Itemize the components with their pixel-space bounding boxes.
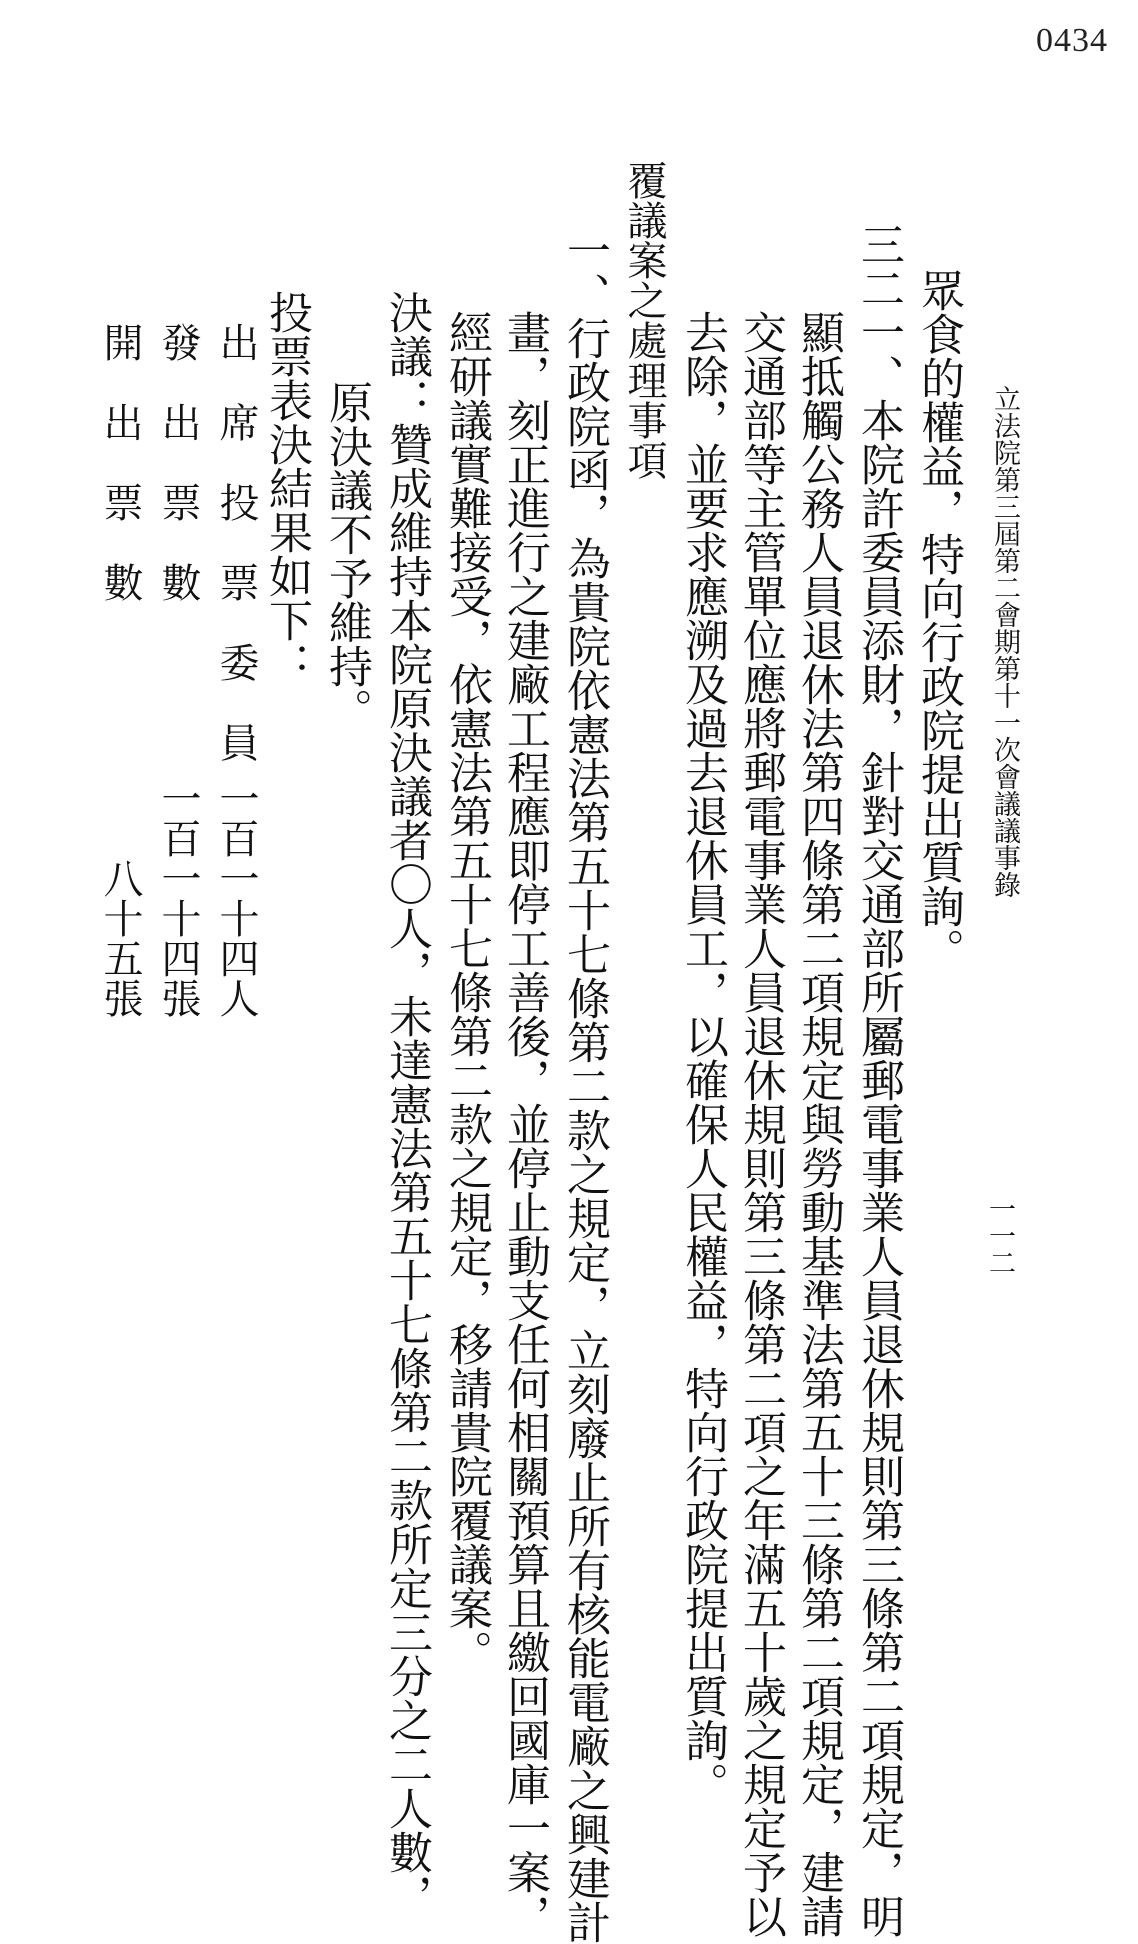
page-number: 0434 [1036,22,1108,59]
text-column-1: 眾食的權益，特向行政院提出質詢。 [913,268,964,972]
text-column-5: 去除，並要求應溯及過去退休員工，以確保人民權益，特向行政院提出質詢。 [677,310,728,1806]
vote-label-attendance: 出 席 投 票 委 員 [213,322,259,762]
vote-value-counted: 八十五張 [97,858,143,1018]
text-column-3: 顯抵觸公務人員退休法第四條第二項規定與勞動基準法第五十三條第二項規定，建請 [793,310,844,1938]
folio-number: 一一二 [984,1195,1015,1276]
text-column-7: 畫，刻正進行之建廠工程應即停工善後，並停止動支任何相關預算且繳回國庫一案， [499,310,550,1938]
text-column-4: 交通部等主管單位應將郵電事業人員退休規則第三條第二項之年滿五十歲之規定予以 [735,310,786,1938]
section-heading: 覆議案之處理事項 [621,160,667,480]
text-column-11: 投票表決結果如下： [261,290,312,686]
text-column-8: 經研議實難接受，依憲法第五十七條第二款之規定，移請貴院覆議案。 [441,310,492,1674]
text-column-10: 原決議不予維持。 [321,380,372,732]
vote-label-counted: 開 出 票 數 [97,322,143,602]
vote-label-issued: 發 出 票 數 [155,322,201,602]
vote-value-issued: 一百一十四張 [155,778,201,1018]
text-column-6: 一、行政院函，為貴院依憲法第五十七條第二款之規定，立刻廢止所有核能電廠之興建計 [559,228,610,1944]
vote-value-attendance: 一百一十四人 [213,778,259,1018]
text-column-9: 決議：贊成維持本院原決議者〇人，未達憲法第五十七條第二款所定三分之二人數， [381,290,432,1918]
running-header: 立法院第三屆第二會期第十一次會議議事錄 [989,385,1020,898]
text-column-2: 三二一、本院許委員添財，針對交通部所屬郵電事業人員退休規則第三條第二項規定，明 [853,222,904,1938]
